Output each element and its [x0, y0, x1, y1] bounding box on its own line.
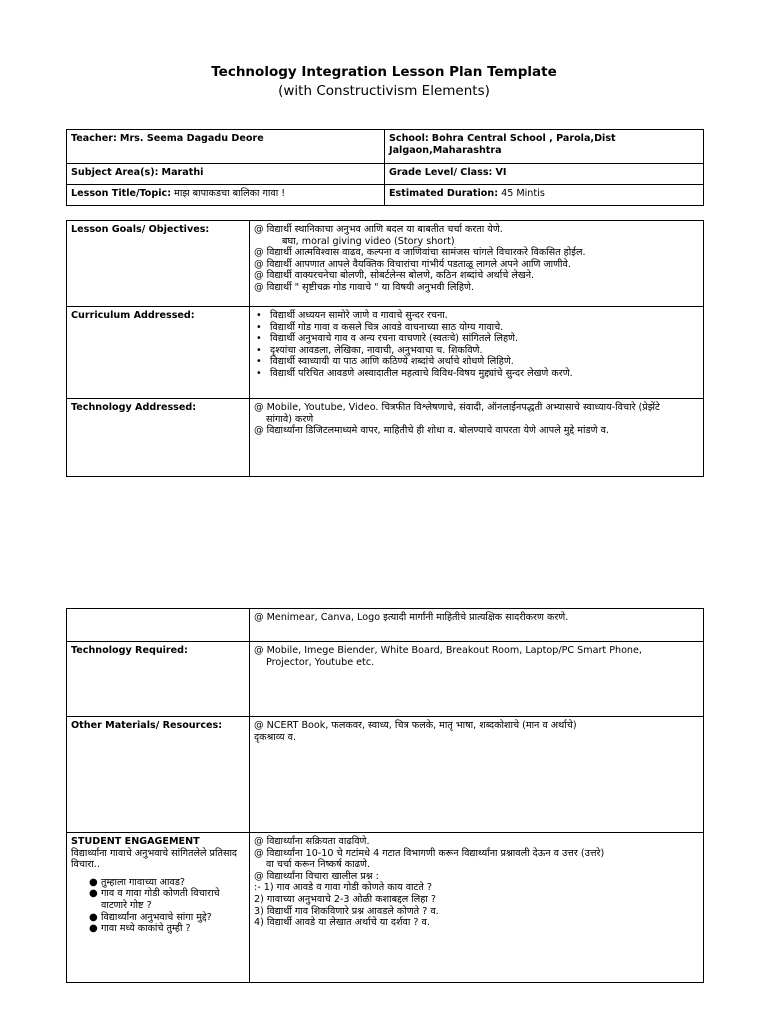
technology-content-cell [250, 399, 704, 477]
school-value: Bohra Central School , Parola,Dist Jalgaon,Maharashtra [389, 133, 616, 156]
engagement-intro: विद्यार्थ्यांना गावाचे अनुभवाचे सांगितलेले प्रतिसाद विचारा.. [71, 847, 238, 871]
curriculum-bullet: • विद्यार्थी अनुभवाचे गाव व अन्य रचना वाचणारे (स्वतःचे) सांगितले लिहणे. [256, 333, 519, 345]
info-table [66, 129, 704, 206]
grade-label: Grade Level/ Class: [389, 167, 493, 178]
goals-line: @ विद्यार्थी वाक्यरचनेचा बोलणी, सोबर्टलेन्स बोलणे, कठिन शब्दांचे अर्थाचे लेखने. [254, 270, 535, 282]
engagement-line: @ विद्यार्थ्यांना सक्रियता वाढविणे. [254, 836, 370, 847]
engagement-label: STUDENT ENGAGEMENT [71, 836, 200, 847]
engagement-bullet: ● गावा मध्ये काकांचे तुम्ही ? [89, 923, 191, 935]
curriculum-bullet: • विद्यार्थी गोड गावा व कसले चित्र आवडे वाचनाच्या साठ योग्य गावाचे. [256, 321, 504, 333]
document-title: Technology Integration Lesson Plan Template [211, 64, 557, 80]
engagement-line: वा चर्चा करून निष्कर्ष काढणे. [266, 859, 370, 871]
school-cell [385, 130, 704, 164]
goals-label: Lesson Goals/ Objectives: [71, 224, 210, 235]
grade-cell [385, 164, 704, 185]
subject-cell [67, 164, 385, 185]
technology-label: Technology Addressed: [71, 402, 197, 413]
engagement-line: :- 1) गाव आवडे व गावा गोडी कोणते काय वाटते ? [254, 882, 432, 894]
tech-required-label-cell [67, 642, 250, 717]
curriculum-bullet: • विद्यार्थी अध्ययन सामोरे जाणे व गावाचे सुन्दर रचना. [256, 310, 448, 321]
goals-line: @ विद्यार्थी आत्मविश्वास वाढव, कल्पना व जाणिवांचा सामंजस चांगले विचारकरे विकसित होईल. [254, 247, 586, 259]
engagement-line: 2) गावाच्या अनुभवाचे 2-3 ओळी कशाबद्दल लिहा ? [254, 893, 436, 905]
duration-label: Estimated Duration: [389, 188, 499, 199]
duration-cell [385, 185, 704, 206]
lesson-title-label: Lesson Title/Topic: [71, 188, 172, 199]
teacher-value: Mrs. Seema Dagadu Deore [119, 133, 264, 144]
lesson-title-cell [67, 185, 385, 206]
curriculum-bullet: • विद्यार्थी स्वाध्यायी या पाठ आणि कठिण्ये शब्दांचे अर्थाचे शोधणे लिहिणे. [256, 356, 514, 368]
curriculum-label-cell [67, 307, 250, 399]
engagement-content-cell [250, 833, 704, 983]
software-label-cell [67, 609, 250, 642]
grade-value: VI [495, 167, 507, 178]
lesson-plan-table-part-2 [66, 608, 704, 983]
materials-line: @ NCERT Book, फलकवर, स्वाध्य, चित्र फलके, मातृ भाषा, शब्दकोशाचे (मान व अर्थाचे) [254, 720, 577, 731]
tech-required-content-cell [250, 642, 704, 717]
curriculum-bullet: • विद्यार्थी परिचित आवडणे अस्वादातील महत्वाचे विविध-विषय मुद्द्यांचे सुन्दर लेखणे करणे. [256, 367, 573, 379]
engagement-bullet: ● तुम्हाला गावाच्या आवड? [89, 876, 185, 888]
goals-line: @ विद्यार्थी " सृष्टीचक्र गोड गावाचे " या विषयी अनुभवी लिहिणे. [254, 281, 474, 293]
duration-value: 45 Mintis [501, 188, 545, 199]
technology-line: @ Mobile, Youtube, Video. चित्रफीत विश्लेषणाचे, संवादी, ऑनलाईनपद्धती अभ्यासाचे स्वाध्याय-विचारे (प्रेझेंटे [254, 402, 660, 413]
technology-label-cell [67, 399, 250, 477]
subject-label: Subject Area(s): [71, 167, 159, 178]
engagement-line: @ विद्यार्थ्यांना विचारा खालील प्रश्न : [254, 870, 379, 882]
engagement-line: @ विद्यार्थ्यांना 10-10 चे गटांमधे 4 गटात विभागणी करून विद्यार्थ्यांना प्रश्नावली देऊन व उत्तर (उत्तरे) [254, 847, 605, 859]
engagement-line: 4) विद्यार्थी आवडे या लेखात अर्थाचे या दर्शवा ? व. [254, 917, 430, 929]
materials-label-cell [67, 717, 250, 833]
software-line: @ Menimear, Canva, Logo इत्यादी मार्गांनी माहितीचे प्रात्यक्षिक सादरीकरण करणे. [254, 612, 569, 623]
document-subtitle: (with Constructivism Elements) [278, 83, 490, 99]
teacher-cell [67, 130, 385, 164]
curriculum-label: Curriculum Addressed: [71, 310, 195, 321]
teacher-label: Teacher: [71, 133, 117, 144]
technology-line: सांगावे) करणे [266, 413, 314, 425]
tech-required-line: @ Mobile, Imege Biender, White Board, Breakout Room, Laptop/PC Smart Phone, [254, 645, 642, 656]
engagement-line: 3) विद्यार्थी गाव शिकविणारे प्रश्न आवडले कोणते ? व. [254, 905, 439, 917]
lesson-title-value: माझ बापाकडचा बालिका गावा ! [174, 188, 286, 199]
goals-line: बघा, moral giving video (Story short) [282, 235, 455, 247]
materials-label: Other Materials/ Resources: [71, 720, 223, 731]
engagement-bullet: ● विद्यार्थ्यांना अनुभवाचे सांगा मुद्दे? [89, 911, 212, 923]
technology-line: @ विद्यार्थ्यांना डिजिटलमाध्यमे वापर, माहितीचे ही शोधा व. बोलण्याचे वापरता येणे आपले मुद्दे मांडणे व. [254, 425, 609, 437]
engagement-bullet: ● गाव व गावा गोडी कोणती विचाराचे वाटणारे गोष्ट ? [89, 888, 220, 911]
curriculum-bullet: • दृश्यांचा आवडला, लेखिका, नावाची, अनुभवाचा च. शिकविणे. [256, 344, 483, 356]
school-label: School: [389, 133, 429, 144]
materials-content-cell [250, 717, 704, 833]
engagement-label-cell [67, 833, 250, 983]
subject-value: Marathi [161, 167, 204, 178]
tech-required-line: Projector, Youtube etc. [266, 656, 375, 668]
tech-required-label: Technology Required: [71, 645, 188, 656]
software-content-cell [250, 609, 704, 642]
goals-line: @ विद्यार्थी आपणात आपले वैयक्तिक विचारांचा गांभीर्य पडताळू लागले अपने आणि जाणीवे. [254, 258, 571, 270]
goals-line: @ विद्यार्थी स्थानिकाचा अनुभव आणि बदल या बाबतीत चर्चा करता येणे. [254, 224, 503, 235]
lesson-plan-table-part-1 [66, 220, 704, 477]
materials-line: दृकश्राव्य व. [254, 731, 297, 743]
curriculum-content-cell [250, 307, 704, 399]
goals-label-cell [67, 221, 250, 307]
goals-content-cell [250, 221, 704, 307]
